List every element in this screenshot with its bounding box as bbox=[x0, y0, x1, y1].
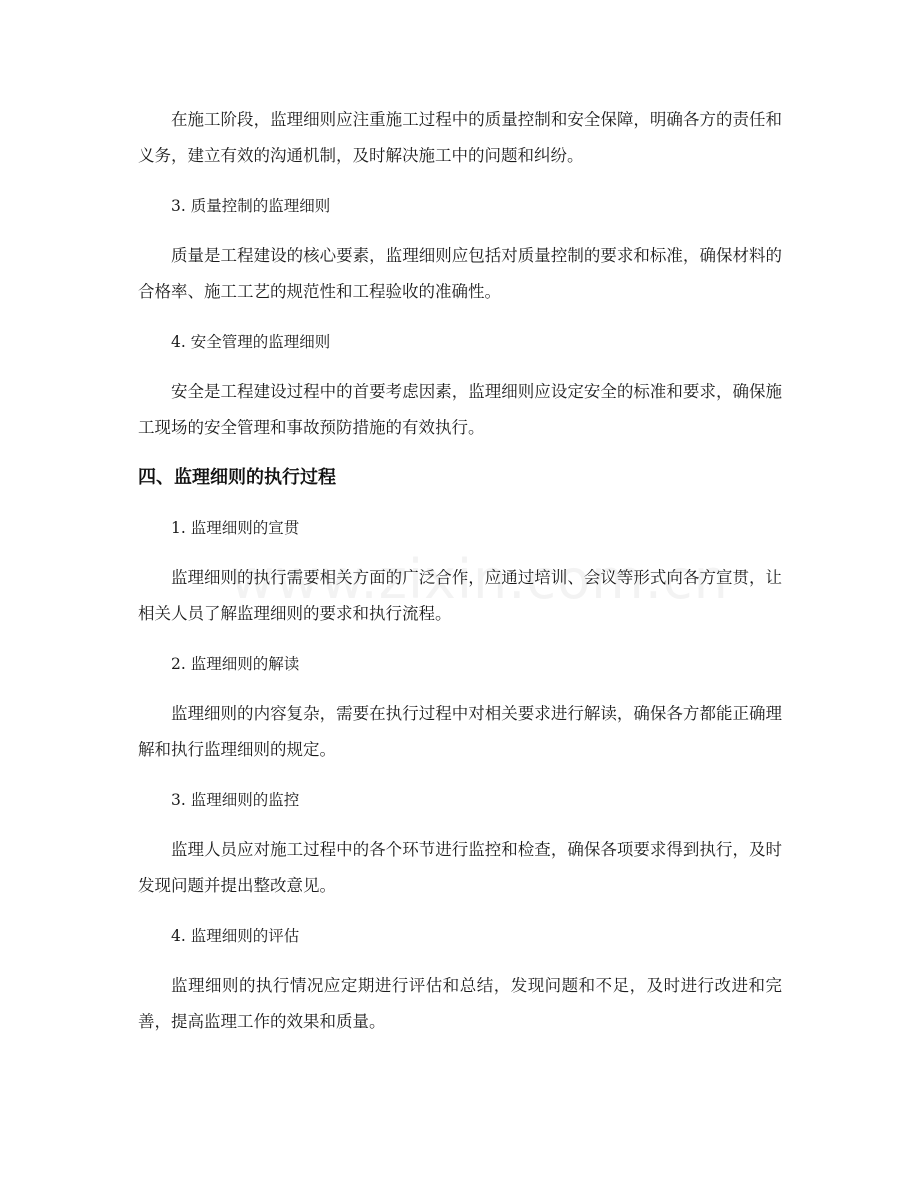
section-heading-execution-process: 四、监理细则的执行过程 bbox=[138, 467, 336, 488]
subheading-interpretation: 2. 监理细则的解读 bbox=[171, 655, 300, 673]
paragraph-evaluation: 监理细则的执行情况应定期进行评估和总结，发现问题和不足，及时进行改进和完善，提高监理工作的效果和质量。 bbox=[138, 976, 782, 1031]
document-body bbox=[138, 102, 782, 1054]
paragraph-monitoring: 监理人员应对施工过程中的各个环节进行监控和检查，确保各项要求得到执行，及时发现问题并提出整改意见。 bbox=[138, 840, 782, 895]
paragraph-construction-stage: 在施工阶段，监理细则应注重施工过程中的质量控制和安全保障，明确各方的责任和义务，建立有效的沟通机制，及时解决施工中的问题和纠纷。 bbox=[138, 110, 782, 165]
paragraph-interpretation: 监理细则的内容复杂，需要在执行过程中对相关要求进行解读，确保各方都能正确理解和执行监理细则的规定。 bbox=[138, 704, 782, 759]
paragraph-publicity: 监理细则的执行需要相关方面的广泛合作，应通过培训、会议等形式向各方宣贯，让相关人员了解监理细则的要求和执行流程。 bbox=[138, 568, 782, 623]
paragraph-safety-management: 安全是工程建设过程中的首要考虑因素，监理细则应设定安全的标准和要求，确保施工现场的安全管理和事故预防措施的有效执行。 bbox=[138, 382, 782, 437]
subheading-safety-management: 4. 安全管理的监理细则 bbox=[171, 333, 331, 351]
subheading-evaluation: 4. 监理细则的评估 bbox=[171, 927, 300, 945]
subheading-monitoring: 3. 监理细则的监控 bbox=[171, 791, 300, 809]
subheading-publicity: 1. 监理细则的宣贯 bbox=[171, 519, 300, 537]
subheading-quality-control: 3. 质量控制的监理细则 bbox=[171, 197, 331, 215]
paragraph-quality-control: 质量是工程建设的核心要素，监理细则应包括对质量控制的要求和标准，确保材料的合格率、施工工艺的规范性和工程验收的准确性。 bbox=[138, 246, 782, 301]
